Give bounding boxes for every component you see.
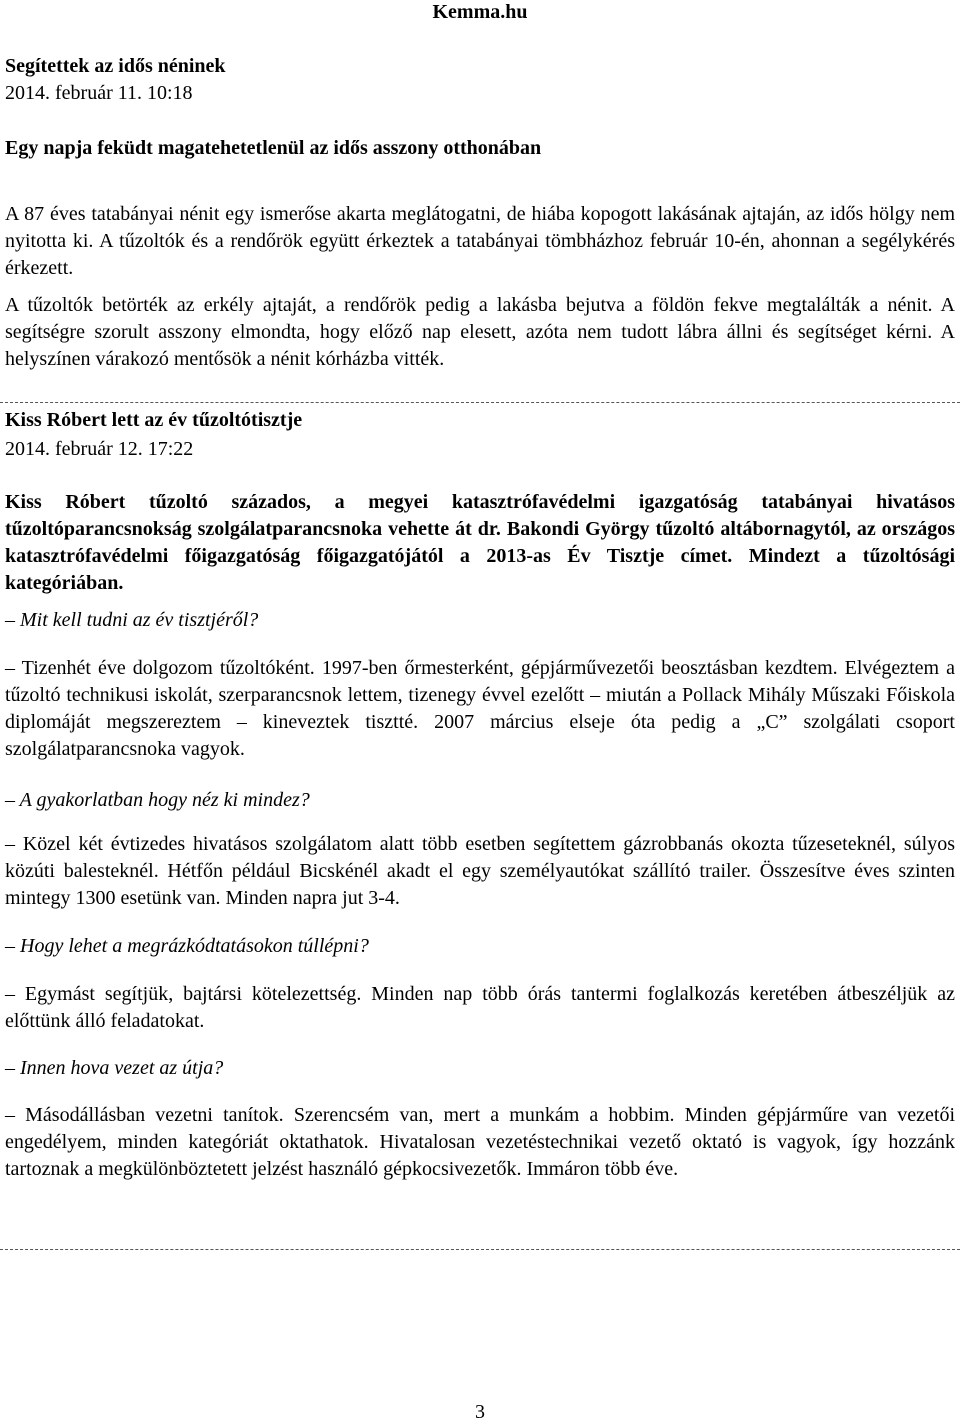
article-paragraph: A tűzoltók betörték az erkély ajtaját, a rendőrök pedig a lakásba bejutva a földön fekve megtalálták a nénit. A segítségre szorult asszony elmondta, hogy előző nap elesett, azóta nem tudott lábra állni és segítséget kérni. A helyszínen várakozó mentősök a nénit kórházba vitték. bbox=[5, 294, 955, 370]
interview-answer: – Másodállásban vezetni tanítok. Szerencsém van, mert a munkám a hobbim. Minden gépjárműre van vezetői engedélyem, minden kategóriát oktathatok. Hivatalosan vezetéstechnikai vezető oktató is vagyok, így hozzánk tartoznak a megkülönböztetett jelzést használó gépkocsivezetők. Immáron több éve. bbox=[5, 1104, 955, 1180]
interview-question: – A gyakorlatban hogy néz ki mindez? bbox=[5, 789, 310, 811]
article-lead: Kiss Róbert tűzoltó százados, a megyei katasztrófavédelmi igazgatóság tatabányai hivatásos tűzoltóparancsnokság szolgálatparancsnoka vehette át dr. Bakondi György tűzoltó altábornagytól, az országos katasztrófavédelmi főigazgatóság főigazgatójától a 2013-as Év Tisztje címet. Mindezt a tűzoltósági kategóriában. bbox=[5, 491, 955, 594]
section-divider bbox=[0, 1249, 960, 1250]
site-name: Kemma.hu bbox=[432, 1, 528, 23]
article-title: Kiss Róbert lett az év tűzoltótisztje bbox=[5, 409, 303, 431]
interview-question: – Innen hova vezet az útja? bbox=[5, 1057, 224, 1079]
interview-question: – Mit kell tudni az év tisztjéről? bbox=[5, 609, 259, 631]
article-paragraph: A 87 éves tatabányai nénit egy ismerőse akarta meglátogatni, de hiába kopogott lakásának ajtaján, az idős hölgy nem nyitotta ki. A tűzoltók és a rendőrök együtt érkeztek a tatabányai tömbházhoz február 10-én, ahonnan a segélykérés érkezett. bbox=[5, 203, 955, 279]
interview-question: – Hogy lehet a megrázkódtatásokon túllépni? bbox=[5, 935, 369, 957]
article-date: 2014. február 11. 10:18 bbox=[5, 82, 193, 104]
article-title: Segítettek az idős néninek bbox=[5, 55, 226, 77]
interview-answer: – Tizenhét éve dolgozom tűzoltóként. 1997-ben őrmesterként, gépjárművezetői beosztásban kezdtem. Elvégeztem a tűzoltó technikusi iskolát, szerparancsnok lettem, tizenegy évvel ezelőtt – miután a Pollack Mihály Műszaki Főiskola diplomáját megszereztem – kineveztek tisztté. 2007 március elseje óta pedig a „C” szolgálati csoport szolgálatparancsnoka vagyok. bbox=[5, 657, 955, 760]
article-lead: Egy napja feküdt magatehetetlenül az idős asszony otthonában bbox=[5, 137, 542, 159]
section-divider bbox=[0, 402, 960, 403]
interview-answer: – Közel két évtizedes hivatásos szolgálatom alatt több esetben segítettem gázrobbanás okozta tűzeseteknél, súlyos közúti balesteknél. Hétfőn például Bicskénél akadt el egy személyautókat szállító trailer. Összesítve éves szinten mintegy 1300 esetünk van. Minden napra jut 3-4. bbox=[5, 833, 955, 909]
page-number: 3 bbox=[475, 1401, 485, 1423]
article-date: 2014. február 12. 17:22 bbox=[5, 438, 194, 460]
interview-answer: – Egymást segítjük, bajtársi kötelezettség. Minden nap több órás tantermi foglalkozás keretében átbeszéljük az előttünk álló feladatokat. bbox=[5, 983, 955, 1032]
